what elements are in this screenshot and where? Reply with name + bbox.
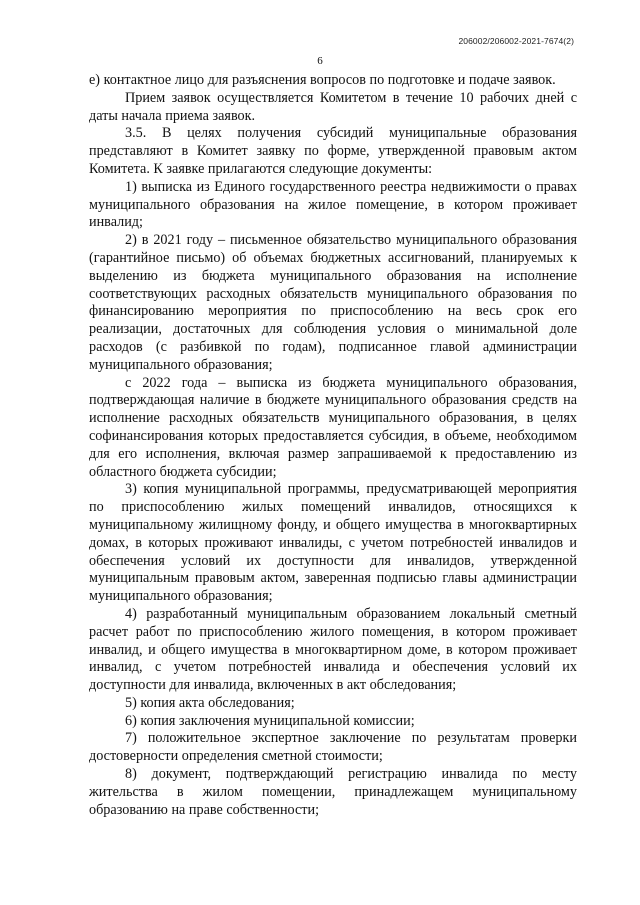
paragraph-e-contact-person: е) контактное лицо для разъяснения вопросов по подготовке и подаче заявок.: [89, 72, 556, 88]
paragraph-item-5: 5) копия акта обследования;: [125, 694, 295, 711]
paragraph-item-7: 7) положительное экспертное заключение по результатам проверки достоверности определения сметной стоимости;: [89, 730, 577, 765]
paragraph-application-period: Прием заявок осуществляется Комитетом в течение 10 рабочих дней с даты начала приема заявок.: [89, 89, 577, 124]
document-id: 206002/206002-2021-7674(2): [458, 36, 574, 46]
document-body: [89, 72, 577, 819]
paragraph-item-3: 3) копия муниципальной программы, предусматривающей мероприятия по приспособлению жилых помещений инвалидов, относящихся к муниципальному жилищному фонду, и общего имущества в многоквартирных домах, в которых проживают инвалиды, с учетом потребностей инвалидов и обеспечения условий их доступности для инвалидов, утвержденной муниципальным правовым актом, заверенная подписью главы администрации муниципального образования;: [89, 481, 577, 605]
paragraph-item-4: 4) разработанный муниципальным образованием локальный сметный расчет работ по приспособлению жилого помещения, в котором проживает инвалид, и общего имущества в многоквартирном доме, в котором проживает инвалид, с учетом потребностей инвалида и обеспечения условий их доступности для инвалида, включенных в акт обследования;: [89, 605, 577, 694]
paragraph-item-1: 1) выписка из Единого государственного реестра недвижимости о правах муниципального образования на жилое помещение, в котором проживает инвалид;: [89, 178, 577, 231]
paragraph-item-2: 2) в 2021 году – письменное обязательство муниципального образования (гарантийное письмо) об объемах бюджетных ассигнований, планируемых к выделению из бюджета муниципального образования на исполнение соответствующих расходных обязательств муниципального образования по финансированию мероприятия по приспособлению на весь срок его реализации, достаточных для соблюдения условия о минимальной доле расходов (с разбивкой по годам), подписанное главой администрации муниципального образования;: [89, 232, 577, 373]
paragraph-3-5: 3.5. В целях получения субсидий муниципальные образования представляют в Комитет заявку по форме, утвержденной правовым актом Комитета. К заявке прилагаются следующие документы:: [89, 125, 577, 177]
page-number: 6: [317, 55, 323, 67]
paragraph-item-2-2022: с 2022 года – выписка из бюджета муниципального образования, подтверждающая наличие в бюджете муниципального образования средств на исполнение расходных обязательств муниципального образования, в целях софинансирования которых предоставляется субсидия, в объеме, необходимом для его исполнения, включая размер запрашиваемой к предоставлению из областного бюджета субсидии;: [89, 374, 577, 480]
paragraph-item-8: 8) документ, подтверждающий регистрацию инвалида по месту жительства в жилом помещении, принадлежащем муниципальному образованию на праве собственности;: [89, 766, 577, 818]
paragraph-item-6: 6) копия заключения муниципальной комиссии;: [125, 712, 415, 729]
